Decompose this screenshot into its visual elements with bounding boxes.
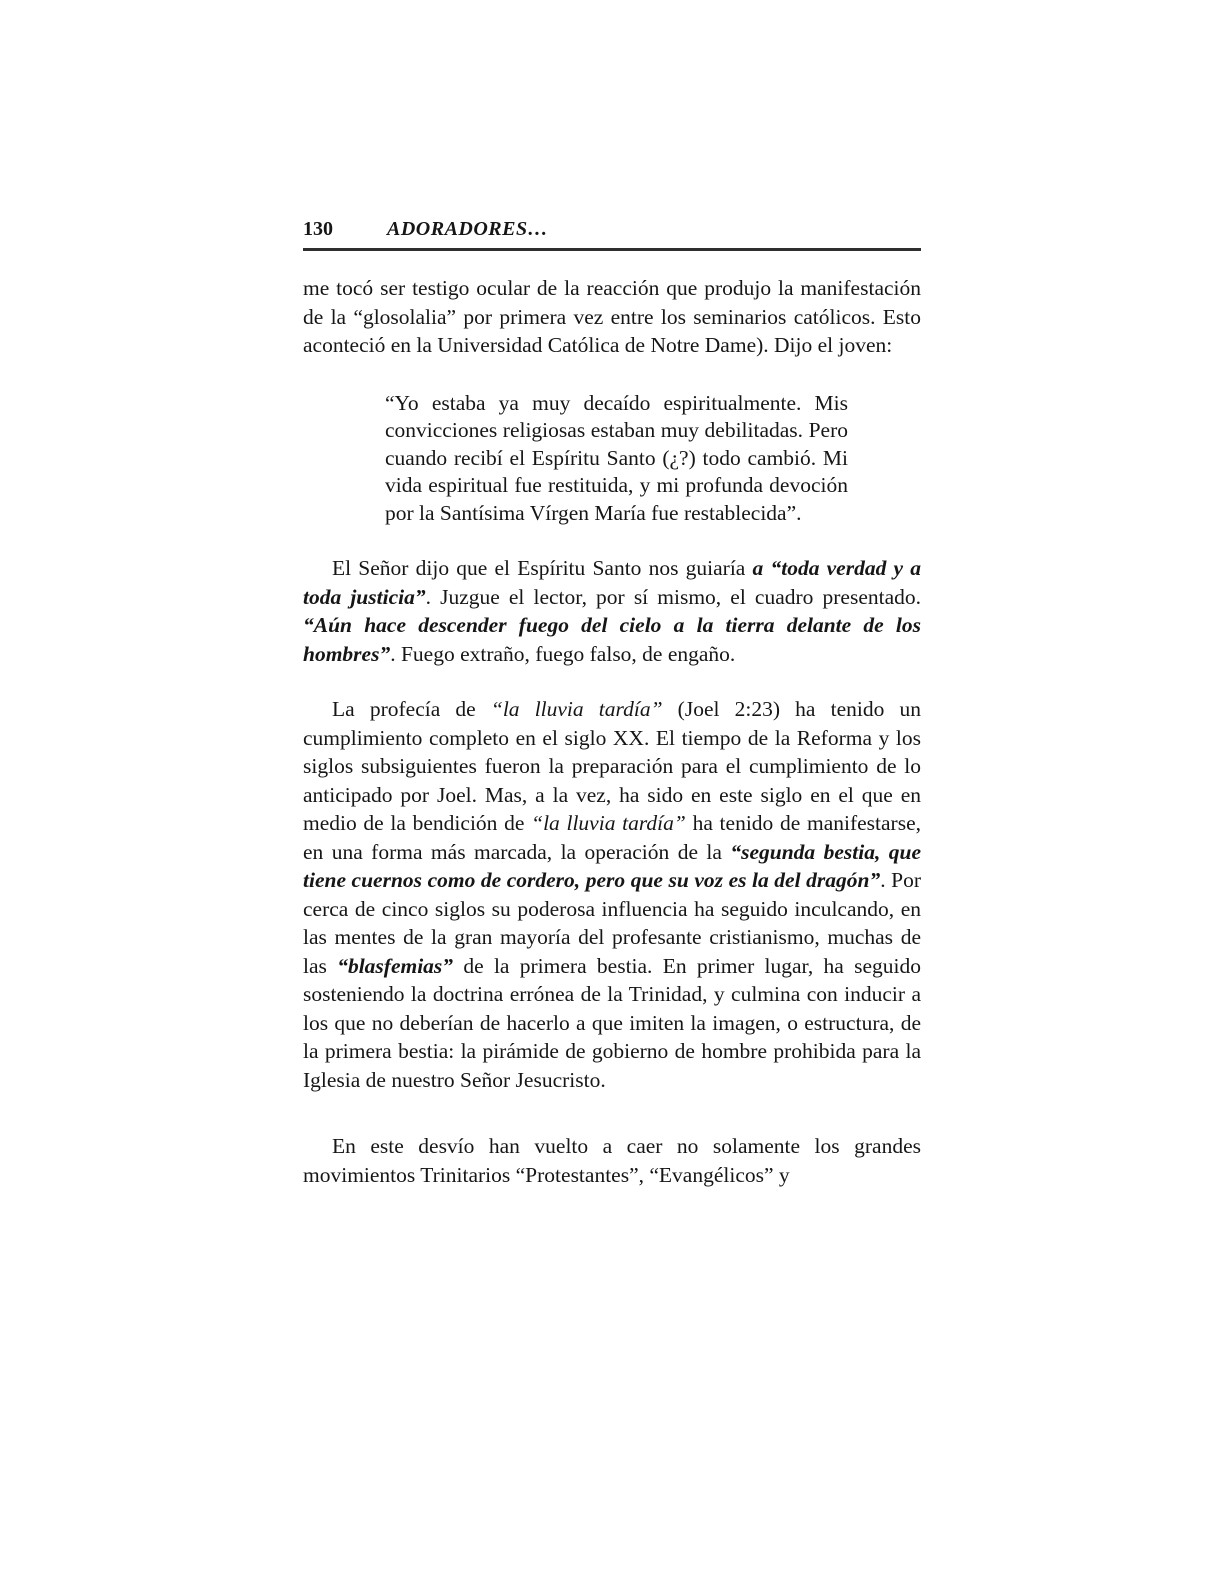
text-segment: En este desvío han vuelto a caer no solamente los grandes movimientos Trinitarios “Protestantes”, “Evangélicos” y [303, 1134, 921, 1187]
text-segment: a “toda verdad y a toda justicia” [303, 556, 922, 609]
profecia-paragraph [303, 695, 921, 1094]
text-segment: El Señor dijo que el Espíritu Santo nos guiaría [332, 556, 753, 581]
intro-paragraph [303, 274, 921, 360]
text-segment: (Joel 2:23) ha tenido un cumplimiento completo en el siglo XX. El tiempo de la Reforma y los siglos subsiguientes fueron la preparación para el cumplimiento de lo anticipado por Joel. Mas, a la vez, ha sido en este siglo en el que en medio de la bendición de [303, 697, 921, 836]
senor-dijo-paragraph [303, 554, 921, 668]
text-segment: La profecía de [332, 697, 491, 722]
testimony-quote [385, 390, 848, 528]
text-segment: “la lluvia tardía” [490, 697, 663, 722]
text-segment: “la lluvia tardía” [531, 811, 686, 836]
text-segment: ha tenido de manifestarse, en una forma más marcada, la operación de la [303, 811, 921, 864]
text-segment: “blasfemias” [337, 953, 454, 978]
text-segment: “Aún hace descender fuego del cielo a la tierra delante de los hombres” [303, 613, 921, 666]
desvio-paragraph [303, 1132, 921, 1189]
text-segment: “segunda bestia, que tiene cuernos como de cordero, pero que su voz es la del dragón” [303, 839, 921, 893]
running-title: ADORADORES… [387, 218, 549, 240]
page-number: 130 [303, 218, 333, 240]
text-segment: . Juzgue el lector, por sí mismo, el cuadro presentado. [425, 584, 921, 609]
page-body [303, 274, 921, 1189]
page-header [303, 218, 921, 251]
text-segment: de la primera bestia. En primer lugar, ha seguido sosteniendo la doctrina errónea de la Trinidad, y culmina con inducir a los que no deberían de hacerlo a que imiten la imagen, o estructura, de la primera bestia: la pirámide de gobierno de hombre prohibida para la Iglesia de nuestro Señor Jesucristo. [303, 953, 921, 1092]
text-segment: . Fuego extraño, fuego falso, de engaño. [390, 641, 736, 666]
text-column [303, 218, 921, 1189]
text-segment: me tocó ser testigo ocular de la reacción que produjo la manifestación de la “glosolalia” por primera vez entre los seminarios católicos. Esto aconteció en la Universidad Católica de Notre Dame). Dijo el joven: [303, 276, 921, 357]
text-segment: . Por cerca de cinco siglos su poderosa influencia ha seguido inculcando, en las mentes de la gran mayoría del profesante cristianismo, muchas de las [303, 868, 921, 978]
text-segment: “Yo estaba ya muy decaído espiritualmente. Mis convicciones religiosas estaban muy debilitadas. Pero cuando recibí el Espíritu Santo (¿?) todo cambió. Mi vida espiritual fue restituida, y mi profunda devoción por la Santísima Vírgen María fue restablecida”. [385, 390, 848, 525]
